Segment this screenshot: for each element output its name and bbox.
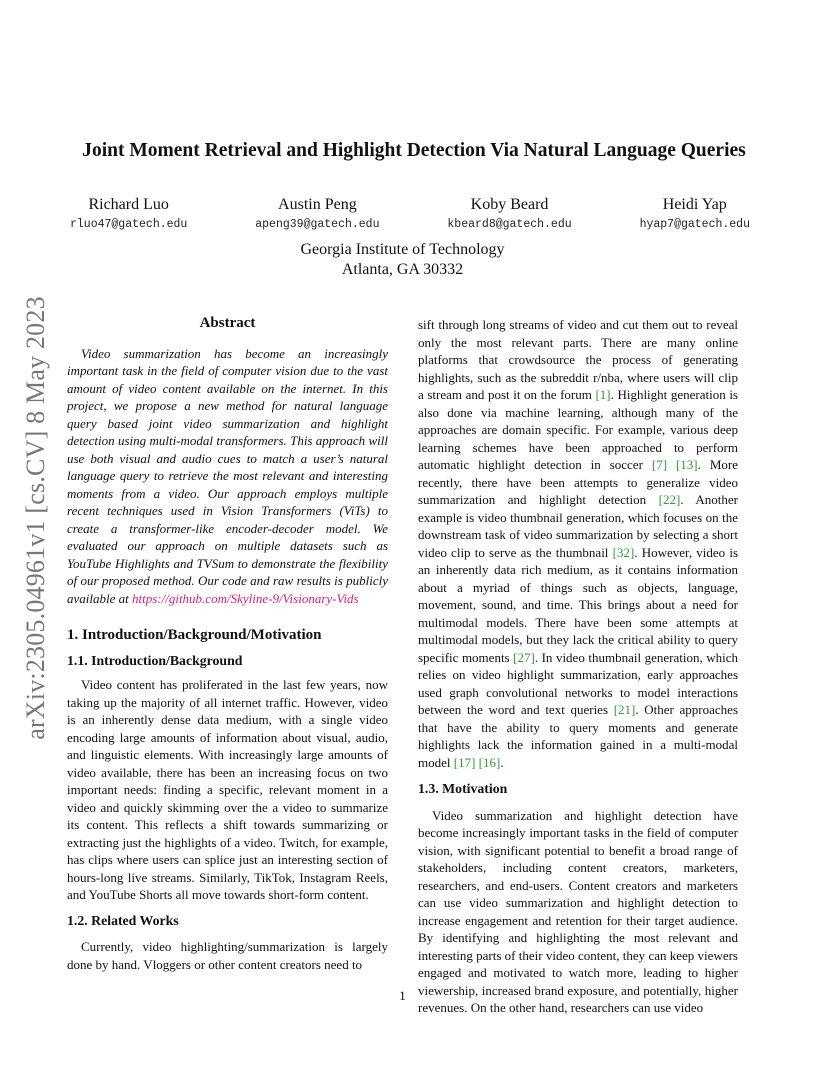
citation[interactable]: [27] <box>513 649 535 665</box>
related-works-paragraph: Currently, video highlighting/summarization is largely done by hand. Vloggers or other content creators need to <box>67 939 388 972</box>
author-name: Koby Beard <box>470 196 549 213</box>
citation[interactable]: [17] <box>453 754 476 770</box>
author <box>447 194 571 234</box>
author-email: hyap7@gatech.edu <box>639 218 750 231</box>
author-name: Austin Peng <box>278 196 357 213</box>
author-name: Richard Luo <box>88 196 169 213</box>
section-heading: 1. Introduction/Background/Motivation <box>67 627 322 643</box>
citation[interactable]: [13] <box>675 457 698 472</box>
affiliation-institution: Georgia Institute of Technology <box>300 241 505 258</box>
abstract-heading: Abstract <box>199 315 256 331</box>
author <box>70 194 187 234</box>
citation[interactable]: [22] <box>658 492 681 507</box>
left-column <box>67 315 388 973</box>
author-email: apeng39@gatech.edu <box>255 218 380 231</box>
motivation-paragraph: Video summarization and highlight detection have become increasingly important tasks in the field of computer vision, with significant potential to benefit a broad range of stakeholders, including content creators, marketers, researchers, and end-users. Content creators and marketers can use video summarization and highlight detection to increase engagement and retention for their target audience. By identifying and highlighting the most relevant and interesting parts of their video content, they can keep viewers engaged and motivated to watch more, leading to higher viewership, increased brand exposure, and potentially, higher revenues. On the other hand, researchers can use video <box>418 807 738 1015</box>
subsection-heading: 1.2. Related Works <box>67 912 179 928</box>
author-email: kbeard8@gatech.edu <box>447 218 572 231</box>
right-column <box>418 316 738 1017</box>
author <box>255 194 379 234</box>
citation[interactable]: [21] <box>613 702 636 717</box>
author-email: rluo47@gatech.edu <box>70 218 188 231</box>
intro-paragraph: Video content has proliferated in the last few years, now taking up the majority of all internet traffic. However, video is an inherently dense data medium, with a single video encoding large amounts of information about visual, audio, and linguistic elements. With increasingly large amounts of video available, there has been an increasing focus on two important needs: finding a specific, relevant moment in a video and quickly skimming over the a video to summarize its content. This reflects a shift towards summarizing or extracting just the highlights of a video. Twitch, for example, has clips where users can splice just an interesting section of hours-long live streams. Similarly, TikTok, Instagram Reels, and YouTube Shorts all move towards short-form content. <box>67 677 388 902</box>
affiliation <box>0 240 805 280</box>
subsection-heading: 1.1. Introduction/Background <box>67 652 243 668</box>
arxiv-stamp: arXiv:2305.04961v1 [cs.CV] 8 May 2023 <box>21 295 51 740</box>
citation[interactable]: [16] <box>478 754 501 770</box>
page-number: 1 <box>399 988 406 1003</box>
code-link[interactable]: https://github.com/Skyline-9/Visionary-Vids <box>132 590 359 606</box>
subsection-heading: 1.3. Motivation <box>418 781 508 796</box>
author-list <box>70 194 750 234</box>
citation[interactable]: [32] <box>612 544 635 560</box>
paper-title: Joint Moment Retrieval and Highlight Detection Via Natural Language Queries <box>82 140 746 161</box>
abstract-text: Video summarization has become an increasingly important task in the field of computer vision due to the vast amount of video content available on the internet. In this project, we propose a new method for natural language query based joint video summarization and highlight detection using multi-modal transformers. This approach will use both visual and audio cues to match a user’s natural language query to retrieve the most relevant and interesting moments from a video. Our approach employs multiple recent techniques used in Vision Transformers (ViTs) to create a transformer-like encoder-decoder model. We evaluated our approach on multiple datasets such as YouTube Highlights and TVSum to demonstrate the flexibility of our proposed method. Our code and raw results is publicly available at https://github.com/Skyline-9/Visionary-Vids <box>67 345 388 606</box>
author-name: Heidi Yap <box>662 196 727 213</box>
related-works-continued: sift through long streams of video and cut them out to reveal only the most relevant parts. There are many online platforms that crowdsource the process of generating highlights, such as the subreddit r/nba, where users will clip a stream and post it on the forum [1]. Highlight generation is also done via machine learning, although many of the approaches are domain specific. For example, various deep learning schemes have been approached to perform automatic highlight detection in soccer [7] [13]. More recently, there have been attempts to generalize video summarization and highlight detection [22]. Another example is video thumbnail generation, which focuses on the downstream task of video summarization by selecting a short video clip to serve as the thumbnail [32]. However, video is an inherently data rich medium, as it contains information about a myriad of things such as objects, language, movement, sound, and time. This brings about a need for multimodal models. There have been some attempts at multimodal models, but they lack the critical ability to query specific moments [27]. In video thumbnail generation, which relies on video highlight summarization, early approaches used graph convolutional networks to model interactions between the word and text queries [21]. Other approaches that have the ability to query moments and generate highlights lack the information gained in a multi-modal model [17] [16]. <box>418 317 738 770</box>
citation[interactable]: [7] <box>651 457 668 472</box>
affiliation-address: Atlanta, GA 30332 <box>341 261 464 278</box>
citation[interactable]: [1] <box>595 387 611 402</box>
author <box>640 194 750 234</box>
